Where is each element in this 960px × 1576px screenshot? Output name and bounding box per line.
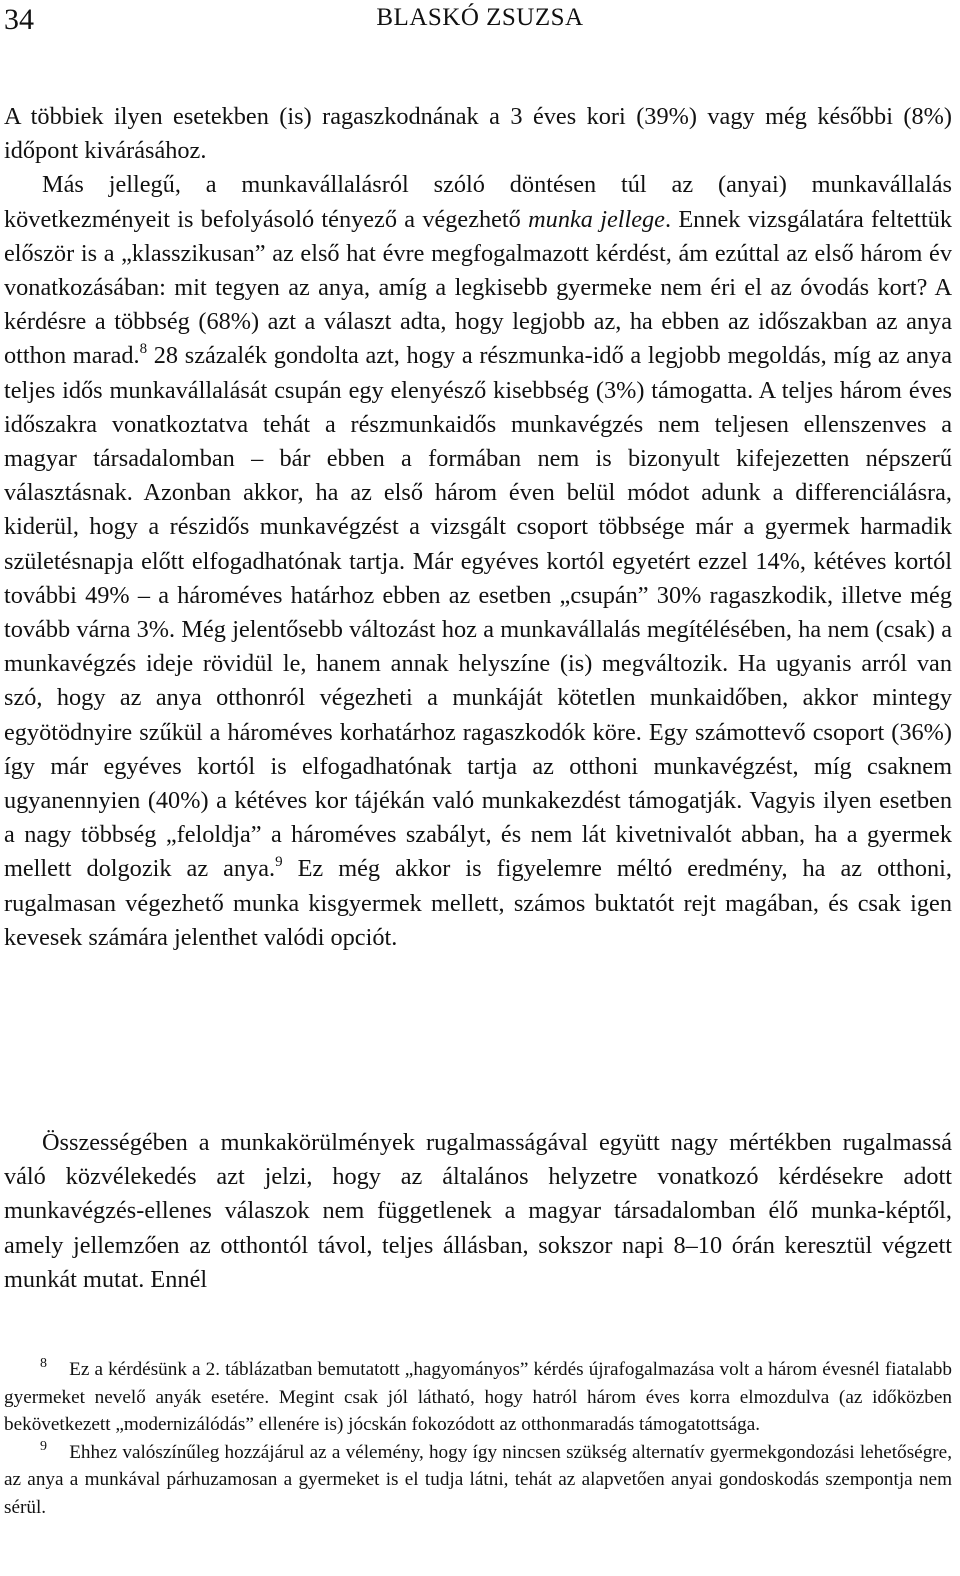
footnotes [4,1356,952,1522]
body-paragraph-1 [4,100,952,955]
paragraph-1-main [4,168,952,955]
footnote-8: 8 Ez a kérdésünk a 2. táblázatban bemutatott „hagyományos” kérdés újrafogalmazása volt a három évesnél fiatalabb gyermeket nevelő anyák esetére. Megint csak jól látható, hogy hatról három éves korra elmozdulva (az időközben bekövetkezett „modernizálódás” ellenére is) jócskán fokozódott az otthonmaradás támogatottsága. [4,1356,952,1436]
footnote-text: Ez a kérdésünk a 2. táblázatban bemutatott „hagyományos” kérdés újrafogalmazása volt a három évesnél fiatalabb gyermeket nevelő anyák esetére. Megint csak jól látható, hogy hatról három éves korra elmozdulva (az időközben bekövetkezett „modernizálódás” ellenére is) jócskán fokozódott az otthonmaradás támogatottsága. [4,1359,952,1436]
paragraph-1-text-d: Ez még akkor is figyelemre méltó eredmény, ha az otthoni, rugalmasan végezhető munka kisgyermek mellett, számos buktatót rejt magában, és csak igen kevesek számára jelenthet valódi opciót. [4,855,952,951]
paragraph-1-opening: A többiek ilyen esetekben (is) ragaszkodnának a 3 éves kori (39%) vagy még későbbi (8%) időpont kivárásához. [4,103,952,165]
running-head: BLASKÓ ZSUZSA [376,4,584,31]
emphasis-munka-jellege: munka jellege [528,205,665,233]
paragraph-1-text-b: . Ennek vizsgálatára feltettük először is a „klasszikusan” az első hat évre megfogalmazott kérdést, ám ezúttal az első három év vonatkozásában: mit tegyen az anya, amíg a legkisebb gyermeke nem éri el az óvodás kort? A kérdésre a többség (68%) azt a választ adta, hogy legjobb az, ha ebben az időszakban az anya otthon marad. [4,205,952,370]
paragraph-1-text-a: Más jellegű, a munkavállalásról szóló döntésen túl az (anyai) munkavállalás következményeit is befolyásoló tényező a végezhető [4,171,952,233]
footnote-9: 9 Ehhez valószínűleg hozzájárul az a vélemény, hogy így nincsen szükség alternatív gyermekgondozási lehetőségre, az anya a munkával párhuzamosan a gyermeket is el tudja látni, tehát az alapvetően anyai gondoskodás szempontja nem sérül. [4,1438,952,1518]
page-header [4,0,956,40]
paragraph-1-text-c: 28 százalék gondolta azt, hogy a részmunka-idő a legjobb megoldás, míg az anya teljes idős munkavállalását csupán egy elenyésző kisebbség (3%) támogatta. A teljes három éves időszakra vonatkoztatva tehát a részmunkaidős munkavégzés nem teljesen ellenszenves a magyar társadalomban – bár ebben a formában nem is bizonyult kifejezetten népszerű választásnak. Azonban akkor, ha az első három éven belül módot adunk a differenciálásra, kiderül, hogy a részidős munkavégzést a vizsgált csoport többsége már a gyermek harmadik születésnapja előtt elfogadhatónak tartja. Már egyéves kortól egyetért ezzel 14%, kétéves kortól további 49% – a hároméves határhoz ebben az esetben „csupán” 30% ragaszkodik, illetve még tovább várna 3%. Még jelentősebb változást hoz a munkavállalás megítélésében, ha nem (csak) a munkavégzés ideje rövidül le, hanem annak helyszíne (is) megváltozik. Ha ugyanis arról van szó, hogy az anya otthonról végezheti a munkáját kötetlen munkaidőben, akkor mintegy egyötödnyire szűkül a hároméves korhatárhoz ragaszkodók köre. Egy számottevő csoport (36%) így már egyéves kortól is elfogadhatónak tartja az otthoni munkavégzést, míg csaknem ugyanennyien (40%) a kétéves kor tájékán való munkakezdést támogatják. Vagyis ilyen esetben a nagy többség „feloldja” a hároméves szabályt, és nem lát kivetnivalót abban, ha a gyermek mellett dolgozik az anya. [4,342,952,883]
footnote-ref-9[interactable]: 9 [275,854,283,871]
footnote-ref-8[interactable]: 8 [139,341,148,358]
footnote-text: Ehhez valószínűleg hozzájárul az a vélemény, hogy így nincsen szükség alternatív gyermekgondozási lehetőségre, az anya a munkával párhuzamosan a gyermeket is el tudja látni, tehát az alapvetően anyai gondoskodás szempontja nem sérül. [4,1441,952,1518]
page-number: 34 [4,3,34,36]
body-paragraph-2: Összességében a munkakörülmények rugalmasságával együtt nagy mértékben rugalmassá váló közvélekedés azt jelzi, hogy az általános helyzetre vonatkozó kérdésekre adott munkavégzés-ellenes válaszok nem függetlenek a magyar társadalomban élő munka-képtől, amely jellemzően az otthontól távol, teljes állásban, sokszor napi 8–10 órán keresztül végzett munkát mutat. Ennél [4,1129,952,1293]
